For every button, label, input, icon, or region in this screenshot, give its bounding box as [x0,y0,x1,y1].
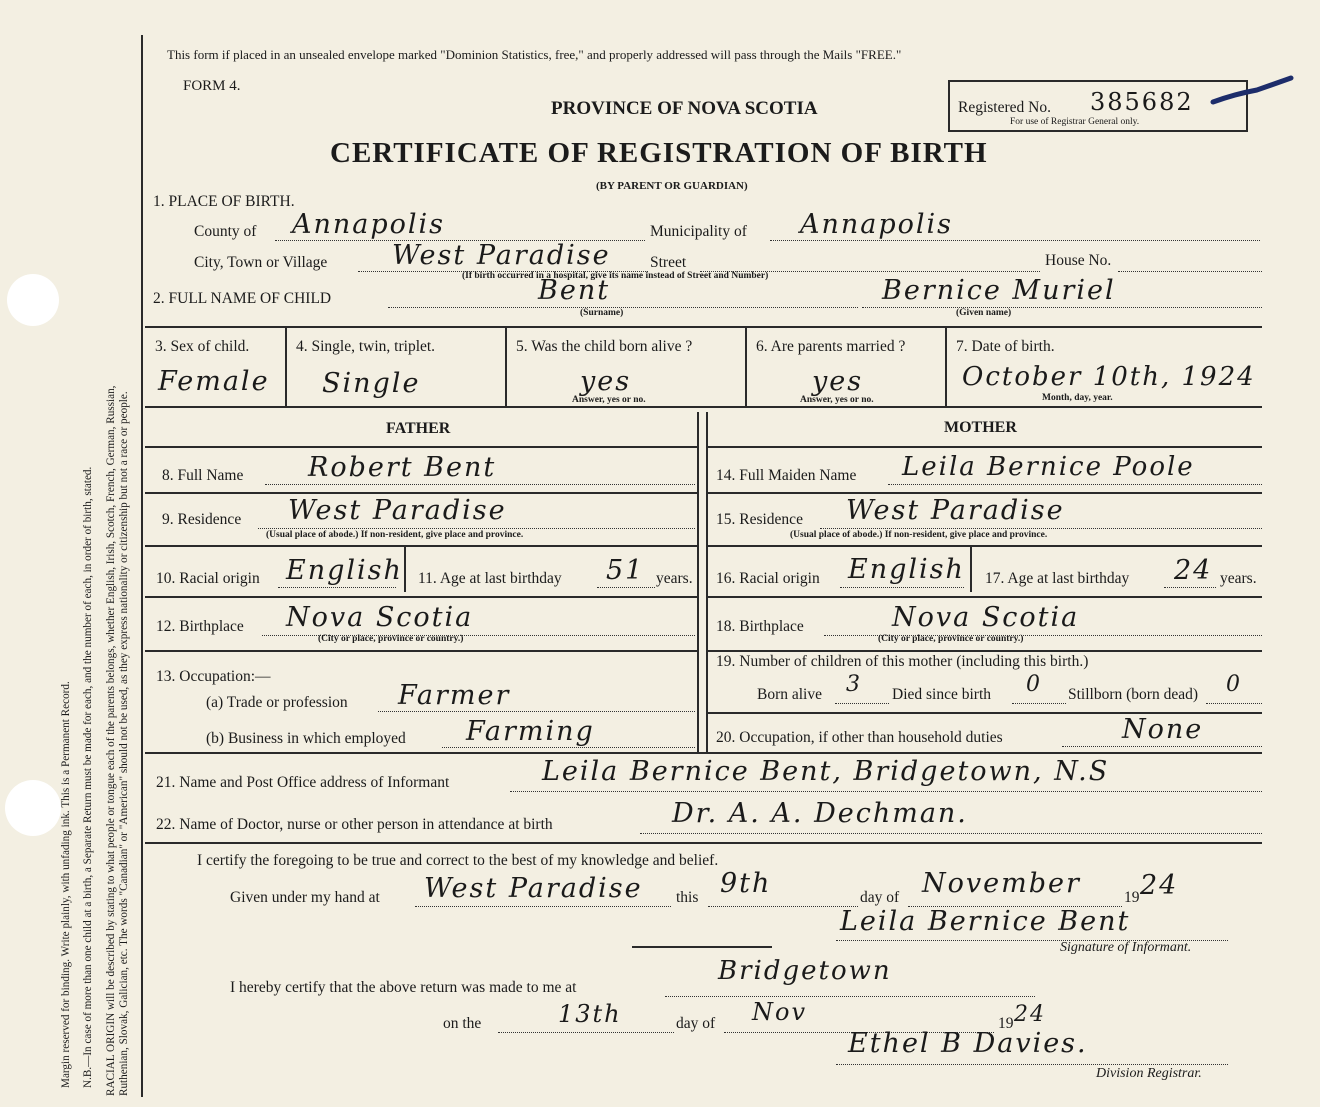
married-caption: Answer, yes or no. [800,395,874,405]
given-caption: (Given name) [956,308,1012,318]
certification-rule [145,842,1262,844]
father-racial-divider [404,545,406,592]
dob-value: October 10th, 1924 [962,362,1256,392]
mother-children-label: 19. Number of children of this mother (including this birth.) [716,653,1089,670]
mother-row-rule-3 [706,596,1262,598]
year-prefix: 19 [1124,889,1140,906]
mother-racial-line [840,587,964,588]
registrar-year-value: 24 [1014,1002,1046,1027]
year-value: 24 [1140,870,1179,901]
province-heading: PROVINCE OF NOVA SCOTIA [551,98,818,119]
mother-residence-value: West Paradise [846,495,1065,526]
stillborn-line [1206,703,1262,704]
registrar-signature: Ethel B Davies. [848,1028,1088,1059]
informant-value: Leila Bernice Bent, Bridgetown, N.S [542,756,1110,787]
father-trade-line [378,711,695,712]
mother-racial-label: 16. Racial origin [716,570,820,587]
registered-label: Registered No. [958,99,1051,116]
doctor-label: 22. Name of Doctor, nurse or other person in attendance at birth [156,816,553,833]
doctor-line [640,833,1262,834]
registrar-day-value: 13th [558,1000,622,1028]
this-label: this [676,889,699,906]
mother-age-line [1164,587,1216,588]
mother-residence-caption: (Usual place of abode.) If non-resident, give place and province. [790,530,1048,540]
father-trade-label: (a) Trade or profession [206,694,348,711]
hospital-note: (If birth occurred in a hospital, give its name instead of Street and Number) [462,271,769,281]
certificate-title: CERTIFICATE OF REGISTRATION OF BIRTH [330,137,988,169]
father-residence-label: 9. Residence [162,511,242,528]
father-age-line [597,587,655,588]
informant-label: 21. Name and Post Office address of Informant [156,774,450,791]
city-label: City, Town or Village [194,254,328,271]
registrar-note: For use of Registrar General only. [1010,117,1140,127]
certification-statement: I certify the foregoing to be true and correct to the best of my knowledge and belief. [197,852,719,869]
form-left-border [141,35,143,1097]
registrar-day-of-label: day of [676,1015,716,1032]
father-birthplace-value: Nova Scotia [286,602,474,633]
died-value: 0 [1026,672,1042,697]
place-of-birth-heading: 1. PLACE OF BIRTH. [153,193,295,210]
sex-value: Female [158,366,270,397]
father-racial-value: English [286,555,403,586]
mother-occupation-label: 20. Occupation, if other than household duties [716,729,1003,746]
child-name-label: 2. FULL NAME OF CHILD [153,290,332,307]
father-heading: FATHER [386,420,451,437]
check-mark-icon [1205,72,1295,112]
stillborn-value: 0 [1226,672,1242,697]
municipality-line [770,240,1260,241]
mother-heading-rule [706,446,1262,448]
registrar-statement: I hereby certify that the above return was made to me at [230,979,577,996]
father-heading-rule [145,446,698,448]
mother-racial-divider [970,545,972,592]
doctor-value: Dr. A. A. Dechman. [672,798,968,829]
sex-label: 3. Sex of child. [155,338,250,355]
mother-residence-line [820,528,1262,529]
father-residence-caption: (Usual place of abode.) If non-resident, give place and province. [266,530,524,540]
father-business-label: (b) Business in which employed [206,730,406,747]
registered-number: 385682 [1090,88,1194,116]
on-the-label: on the [443,1015,482,1032]
born-alive-line [835,703,889,704]
father-business-value: Farming [466,716,595,747]
registrar-year-prefix: 19 [998,1015,1014,1032]
dob-label: 7. Date of birth. [956,338,1055,355]
margin-note-binding: Margin reserved for binding. Write plainly, with unfading ink. This is a Permanent Record. [60,681,72,1088]
mother-name-line [888,484,1262,485]
certification-separator [632,946,772,948]
registrar-day-line [498,1032,674,1033]
alive-value: yes [580,366,632,397]
father-residence-value: West Paradise [288,495,507,526]
col-divider-3 [745,326,747,406]
child-given-name: Bernice Muriel [882,275,1116,306]
died-label: Died since birth [892,686,992,703]
given-name-line [862,307,1262,308]
registrar-month-value: Nov [752,998,808,1026]
county-label: County of [194,223,257,240]
died-line [1012,703,1066,704]
father-row-rule-4 [145,650,698,652]
margin-note-racial-origin-1: RACIAL ORIGIN will be described by stating to what people or tongue each of the parents belongs, whether English, Irish, Scotch, French, German, Russian, [105,385,117,1096]
registrar-signature-line [836,1064,1228,1065]
plurality-label: 4. Single, twin, triplet. [296,338,436,355]
mother-birthplace-label: 18. Birthplace [716,618,804,635]
margin-note-multiple-births: N.B.—In case of more than one child at a birth, a Separate Return must be made for each, and the number of each, in order of birth, stated. [82,466,94,1088]
col-divider-4 [945,326,947,406]
surname-caption: (Surname) [580,308,624,318]
father-years: years. [656,570,693,587]
mother-residence-label: 15. Residence [716,511,803,528]
registrar-signature-caption: Division Registrar. [1096,1066,1202,1081]
mother-occupation-value: None [1122,714,1204,745]
mail-notice: This form if placed in an unsealed envelope marked "Dominion Statistics, free," and properly addressed will pass through the Mails "FREE." [167,47,902,62]
mother-row-rule-2 [706,545,1262,547]
mother-name-label: 14. Full Maiden Name [716,467,857,484]
mother-name-value: Leila Bernice Poole [902,452,1195,482]
form-number: FORM 4. [183,78,241,94]
certificate-subtitle: (BY PARENT OR GUARDIAN) [596,180,748,192]
day-line [708,906,858,907]
father-birthplace-caption: (City or place, province or country.) [318,634,464,644]
father-age-value: 51 [606,555,645,586]
punch-hole-top [7,274,59,326]
col-divider-1 [285,326,287,406]
mother-row-rule-4 [706,650,1262,652]
registrar-place-value: Bridgetown [718,956,892,986]
father-age-label: 11. Age at last birthday [418,570,562,587]
registrar-place-line [665,996,1035,997]
municipality-label: Municipality of [650,223,747,240]
row-divider-child-bottom [145,406,1262,408]
child-surname: Bent [538,275,611,306]
dob-caption: Month, day, year. [1042,393,1113,403]
day-value: 9th [720,868,772,899]
parents-left-border [697,412,699,752]
margin-note-racial-origin-2: Ruthenian, Slovak, Galician, etc. The words "Canadian" or "American" should not be used, as they express nationality or citizenship but not a race or people. [118,391,130,1096]
county-value: Annapolis [292,209,446,240]
father-occupation-label: 13. Occupation:— [156,668,271,685]
mother-racial-value: English [848,554,965,585]
month-value: November [922,868,1081,899]
alive-caption: Answer, yes or no. [572,395,646,405]
father-name-line [265,484,695,485]
plurality-value: Single [322,368,421,399]
parents-bottom-rule [145,752,1262,754]
given-place-line [415,906,671,907]
given-place-value: West Paradise [424,873,643,904]
informant-signature-caption: Signature of Informant. [1060,940,1192,955]
father-racial-line [278,587,396,588]
house-line [1118,271,1262,272]
father-name-value: Robert Bent [308,452,497,483]
born-alive-label: Born alive [757,686,822,703]
mother-birthplace-caption: (City or place, province or country.) [878,634,1024,644]
mother-years: years. [1220,570,1257,587]
house-label: House No. [1045,252,1112,269]
mother-birthplace-value: Nova Scotia [892,602,1080,633]
father-racial-label: 10. Racial origin [156,570,260,587]
mother-age-value: 24 [1174,555,1213,586]
parents-right-border [706,412,708,752]
father-trade-value: Farmer [398,680,511,711]
mother-heading: MOTHER [944,419,1017,436]
father-birthplace-label: 12. Birthplace [156,618,244,635]
given-label: Given under my hand at [230,889,380,906]
father-row-rule-3 [145,596,698,598]
father-name-label: 8. Full Name [162,467,244,484]
father-row-rule-2 [145,545,698,547]
mother-age-label: 17. Age at last birthday [985,570,1130,587]
born-alive-value: 3 [846,672,862,697]
col-divider-2 [505,326,507,406]
mother-row-rule-1 [706,492,1262,494]
row-divider-child-top [145,326,1262,328]
municipality-value: Annapolis [800,209,954,240]
stillborn-label: Stillborn (born dead) [1068,686,1199,703]
punch-hole-bottom [5,780,61,836]
street-label: Street [650,254,687,271]
father-row-rule-1 [145,492,698,494]
day-of-label: day of [860,889,900,906]
father-residence-line [258,528,695,529]
informant-line [510,791,1262,792]
informant-signature: Leila Bernice Bent [840,906,1131,937]
married-label: 6. Are parents married ? [756,338,906,355]
married-value: yes [812,366,864,397]
alive-label: 5. Was the child born alive ? [516,338,693,355]
city-value: West Paradise [392,240,611,271]
mother-occupation-line [1062,746,1262,747]
father-business-line [442,747,695,748]
